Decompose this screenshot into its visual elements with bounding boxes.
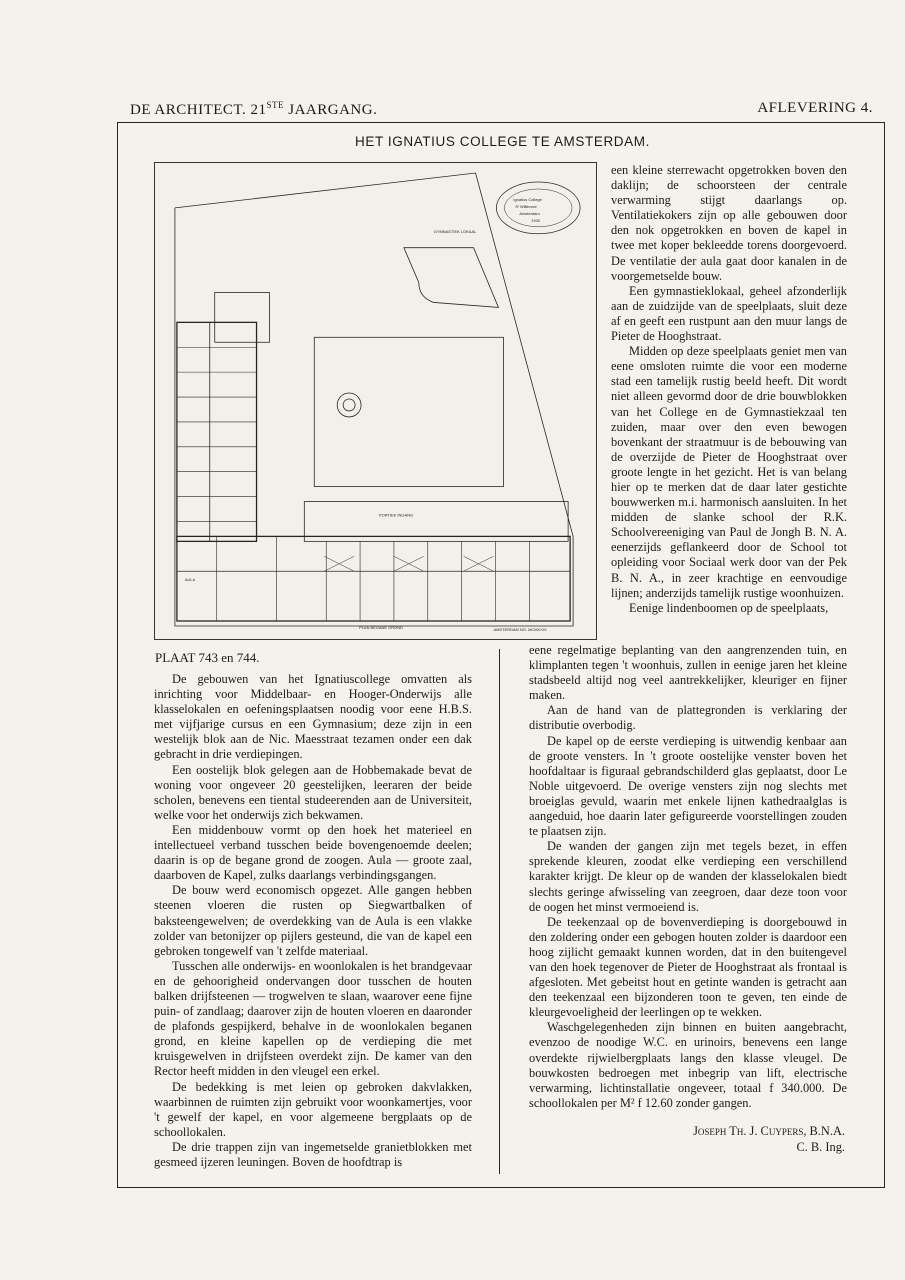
plan-label-gymnastiek: GYMNASTIEK LOKAAL (433, 228, 477, 234)
paragraph: eene regelmatige beplanting van den aangrenzenden tuin, en klimplanten tegen 't woonhuis, zullen in eenige jaren het kleine stadsbeeld altijd nog veel aantrekkelijker, kleuriger en fijner maken. (529, 643, 847, 703)
second-column-text (529, 643, 847, 1111)
plan-architect-signature: AMSTERDAM NO. MCMXXIX (493, 626, 547, 632)
paragraph: De drie trappen zijn van ingemetselde granietblokken met gesmeed ijzeren leuningen. Boven de hoofdtrap is (154, 1139, 472, 1169)
cartouche-line-1: Ignatius College (513, 196, 542, 202)
running-head-left (130, 100, 377, 119)
paragraph: Een middenbouw vormt op den hoek het materieel en intellectueel verband tusschen beide bovengenoemde deelen; daarin is op de begane grond de zoogen. Aula — groote zaal, daarboven de Kapel, zulks daarlangs verbindingsgangen. (154, 822, 472, 883)
cartouche-line-2: Sᵗ Willibrord (515, 203, 537, 209)
author-title: C. B. Ing. (796, 1139, 845, 1154)
article-title: HET IGNATIUS COLLEGE TE AMSTERDAM. (355, 134, 650, 149)
header-left-text: DE ARCHITECT. 21 (130, 102, 267, 118)
paragraph: Aan de hand van de plattegronden is verklaring der distributie overbodig. (529, 703, 847, 733)
paragraph: De gebouwen van het Ignatiuscollege omvatten als inrichting voor Middelbaar- en Hooger-Onderwijs alle klasselokalen en oefeningsplaatsen noodig voor eene H.B.S. met vijfjarige cursus en een Gymnasium; deze zijn in een westelijk blok aan de Nic. Maesstraat tezamen onder een dak gebracht in drie verdiepingen. (154, 672, 472, 762)
left-column-text (154, 672, 472, 1170)
paragraph: De kapel op de eerste verdieping is uitwendig kenbaar aan de groote vensters. In 't groote oostelijke venster boven het hoofdaltaar is figuraal gebrandschilderd glas geplaatst, door Le Noble uitgevoerd. De overige vensters zijn nog slechts met broeiglas gevuld, waarin met enkele lijnen kathedraalglas is aangeduid, hoe daarin later gefigureerde voorstellingen zouden te plaatsen zijn. (529, 733, 847, 839)
paragraph: De wanden der gangen zijn met tegels bezet, in effen sprekende kleuren, zoodat elke verdieping een verschillend karakter krijgt. De kleur op de wanden der klasselokalen biedt slechts geringe afwisseling van zeegroen, daar deze toon voor de oogen het minst vermoeiend is. (529, 839, 847, 914)
paragraph: Eenige lindenboomen op de speelplaats, (629, 600, 829, 615)
paragraph: De teekenzaal op de bovenverdieping is doorgebouwd in den zoldering onder een gebogen houten zolder is daardoor een hoog zijlicht gemaakt kunnen worden, dat in den buitengevel van den hoek tegenover de Pieter de Hooghstraat als frontaal is afgesloten. Met gebeitst hout en getinte wanden is getracht aan den teekenzaal een bijzonderen toon te geven, ten einde de kleurgevoeligheid der leerlingen op te wekken. (529, 914, 847, 1020)
floor-plan-figure (154, 162, 597, 640)
plan-label-portiek: PORTIEK INGANG (378, 512, 414, 518)
plate-caption: PLAAT 743 en 744. (155, 650, 260, 665)
header-left-sup: STE (266, 100, 284, 110)
cartouche-line-4: 1930 (531, 217, 541, 223)
header-left-post: JAARGANG. (283, 102, 378, 118)
paragraph: Waschgelegenheden zijn binnen en buiten aangebracht, evenzoo de noodige W.C. en urinoirs, benevens een lange overdekte rijwielbergplaats langs den klasse vleugel. De bouwkosten bedroegen met inbegrip van lift, electrische verwarming, lichtinstallatie ongeveer, totaal f 340.000. De schoollokalen per M² f 12.60 zonder gangen. (529, 1020, 847, 1110)
plan-label-begane-grond: PLAN BEGANE GROND (359, 624, 403, 630)
paragraph: Een oostelijk blok gelegen aan de Hobbemakade bevat de woning voor ongeveer 20 geestelijken, leeraren der beide scholen, benevens een tiental studeerenden aan de Universiteit, welke voor het onderwijs zich bekwamen. (154, 762, 472, 822)
paragraph: De bouw werd economisch opgezet. Alle gangen hebben steenen vloeren die rusten op Siegwartbalken of baksteengewelven; de overdekking van de Aula is een vlakke zolder van betonijzer op pijlers gesteund, die van de kapel een gebroken tongewelf van 't zelfde materiaal. (154, 883, 472, 958)
paragraph: Tusschen alle onderwijs- en woonlokalen is het brandgevaar en de gehoorigheid ondervangen door tusschen de houten balken drijfsteenen — trogwelven te slaan, waarover eene fijne puin- of zandlaag; daarover zijn de houten vloeren en daaronder de plafonds gespijkerd, behalve in de woonlokalen beganen grond, en kleine kapellen op de verdieping die met kruisgewelven in drijfsteen overdekt zijn. De kamer van den Rector heeft midden in den vleugel een erkel. (154, 958, 472, 1079)
paragraph: een kleine sterrewacht opgetrokken boven den daklijn; de schoorsteen der centrale verwarming stijgt daarlangs op. Ventilatiekokers zijn op alle gebouwen door den nok opgetrokken en boven de kapel in twee met koper bekleedde torens doorgevoerd. De ventilatie der aula gaat door kanalen in de voorgemetselde bouw. (611, 163, 847, 283)
paragraph: Een gymnastieklokaal, geheel afzonderlijk aan de zuidzijde van de speelplaats, sluit deze af en geeft een rustpunt aan den muur langs de Pieter de Hooghstraat. (611, 283, 847, 344)
column-divider (499, 649, 500, 1174)
author-name: Joseph Th. J. Cuypers, B.N.A. (693, 1124, 845, 1138)
right-column-text (611, 163, 847, 616)
paragraph: De bedekking is met leien op gebroken dakvlakken, waarbinnen de ruimten zijn gebruikt voor woonkamertjes, voor 't gewelf der kapel, en voor algemeene bergplaats op de schoollokalen. (154, 1079, 472, 1139)
floor-plan-drawing (155, 163, 596, 639)
running-head-right: AFLEVERING 4. (757, 100, 873, 116)
cartouche-line-3: Amsterdam (519, 210, 540, 216)
author-signature (693, 1124, 845, 1155)
plan-label-aula: AULA (184, 577, 196, 583)
paragraph: Midden op deze speelplaats geniet men van eene omsloten ruimte die voor een moderne stad een tamelijk rustig beeld heeft. Dit wordt niet alleen gevormd door de drie bouwblokken van het College en de Gymnastiekzaal ten zuiden, maar over den even bewogen bovenkant der straatmuur is de bebouwing van de overzijde de Pieter de Hooghstraat over groote lengte in het gezicht. Het is van belang hier op te merken dat de daar later gestichte bouwwerken m.i. harmonisch aansluiten. In het midden de slanke school der R.K. Schoolvereeniging van Paul de Jongh B. N. A. eenerzijds geflankeerd door de School tot opleiding voor Sociaal werk door van der Pek B. N. A., in zeer krachtige en eenvoudige lijnen; anderzijds tamelijk rustige woonhuizen. (611, 344, 847, 600)
